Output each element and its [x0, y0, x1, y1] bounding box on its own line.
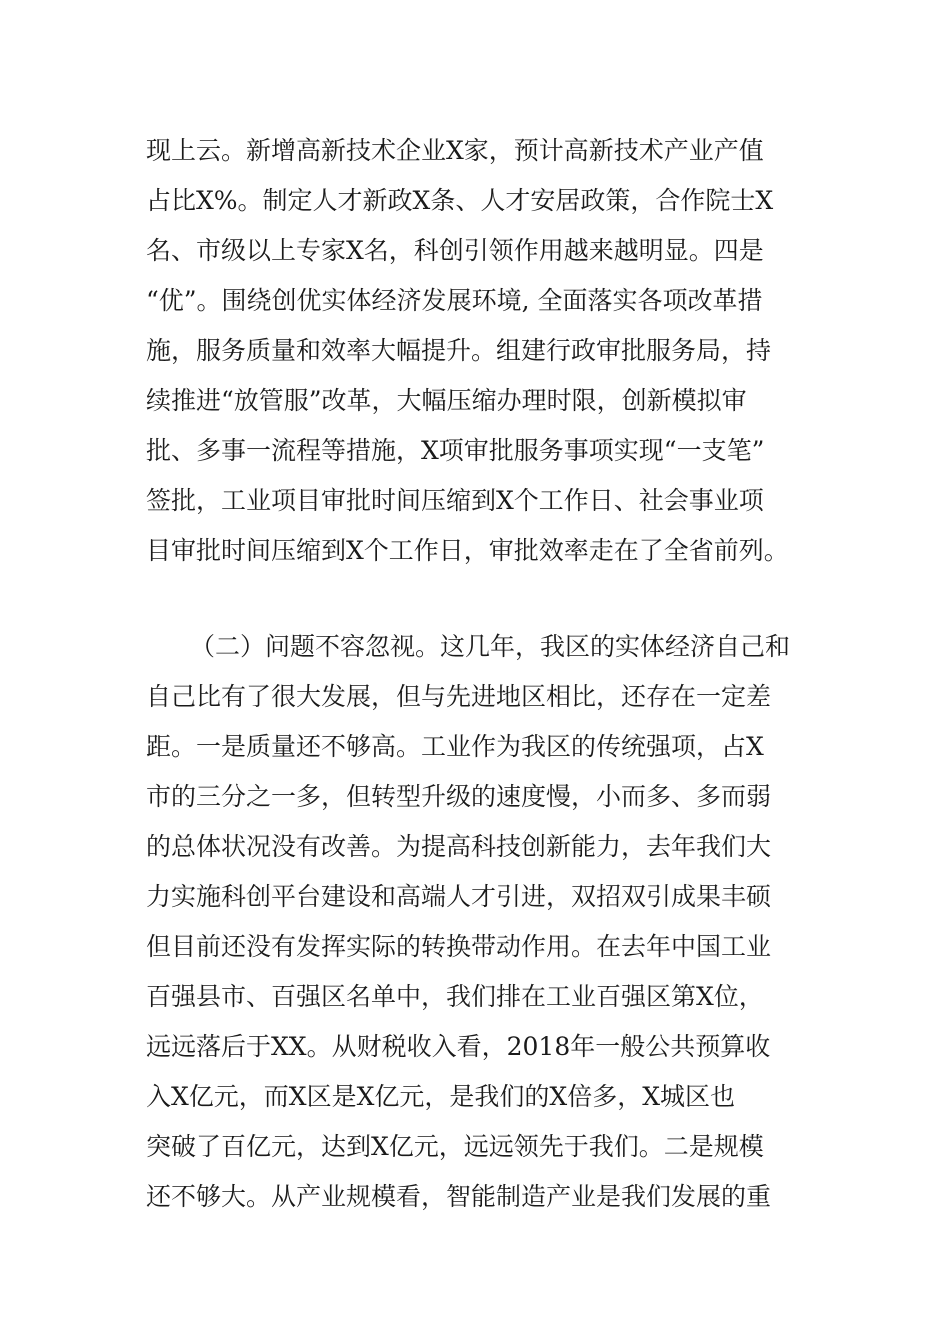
text-line: 但目前还没有发挥实际的转换带动作用。在去年中国工业: [146, 932, 772, 961]
text-line: 批、多事一流程等措施，X项审批服务事项实现“一支笔”: [146, 436, 765, 465]
text-line: 占比X%。制定人才新政X条、人才安居政策，合作院士X: [146, 186, 774, 215]
text-line: 还不够大。从产业规模看，智能制造产业是我们发展的重: [146, 1182, 772, 1211]
text-line: 市的三分之一多，但转型升级的速度慢，小而多、多而弱: [146, 782, 772, 811]
text-line: 百强县市、百强区名单中，我们排在工业百强区第X位，: [146, 982, 764, 1011]
text-line: 入X亿元，而X区是X亿元，是我们的X倍多，X城区也: [146, 1082, 735, 1111]
text-line: 远远落后于XX。从财税收入看，2018年一般公共预算收: [146, 1032, 771, 1061]
text-line: 自己比有了很大发展，但与先进地区相比，还存在一定差: [146, 682, 772, 711]
text-line: 力实施科创平台建设和高端人才引进，双招双引成果丰硕: [146, 882, 772, 911]
text-line: 签批，工业项目审批时间压缩到X个工作日、社会事业项: [146, 486, 764, 515]
text-line: 目审批时间压缩到X个工作日，审批效率走在了全省前列。: [146, 536, 789, 565]
paragraph-heading-line: （二）问题不容忽视。这几年，我区的实体经济自己和: [190, 632, 791, 661]
text-line: 续推进“放管服”改革，大幅压缩办理时限，创新模拟审: [146, 386, 747, 415]
text-line: 的总体状况没有改善。为提高科技创新能力，去年我们大: [146, 832, 772, 861]
text-line: 名、市级以上专家X名，科创引领作用越来越明显。四是: [146, 236, 764, 265]
text-line: “优”。围绕创优实体经济发展环境, 全面落实各项改革措: [146, 286, 763, 315]
text-line: 距。一是质量还不够高。工业作为我区的传统强项，占X: [146, 732, 764, 761]
text-line: 现上云。新增高新技术企业X家，预计高新技术产业产值: [146, 136, 764, 165]
text-line: 突破了百亿元，达到X亿元，远远领先于我们。二是规模: [146, 1132, 764, 1161]
text-line: 施，服务质量和效率大幅提升。组建行政审批服务局，持: [146, 336, 772, 365]
